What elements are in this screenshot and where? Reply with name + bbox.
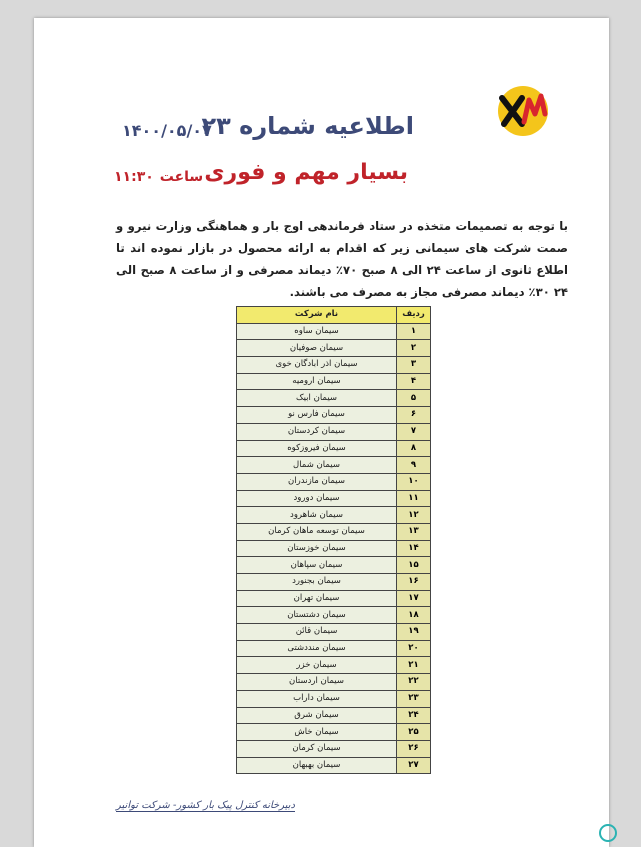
company-name-cell: سیمان کردستان bbox=[237, 423, 397, 440]
row-number-cell: ۲ bbox=[397, 340, 431, 357]
row-number-cell: ۷ bbox=[397, 423, 431, 440]
cement-companies-table bbox=[236, 306, 431, 774]
column-header-row-number: ردیف bbox=[397, 307, 431, 324]
row-number-cell: ۵ bbox=[397, 390, 431, 407]
company-name-cell: سیمان خوزستان bbox=[237, 540, 397, 557]
column-header-company-name: نام شرکت bbox=[237, 307, 397, 324]
row-number-cell: ۲۲ bbox=[397, 674, 431, 691]
row-number-cell: ۲۴ bbox=[397, 707, 431, 724]
company-name-cell: سیمان دورود bbox=[237, 490, 397, 507]
table-row bbox=[237, 490, 431, 507]
row-number-cell: ۲۳ bbox=[397, 690, 431, 707]
row-number-cell: ۱۰ bbox=[397, 473, 431, 490]
row-number-cell: ۱۹ bbox=[397, 624, 431, 641]
row-number-cell: ۶ bbox=[397, 407, 431, 424]
company-name-cell: سیمان قائن bbox=[237, 624, 397, 641]
company-name-cell: سیمان داراب bbox=[237, 690, 397, 707]
table-header-row bbox=[237, 307, 431, 324]
company-name-cell: سیمان شرق bbox=[237, 707, 397, 724]
table-row bbox=[237, 574, 431, 591]
table-row bbox=[237, 357, 431, 374]
row-number-cell: ۳ bbox=[397, 357, 431, 374]
table-row bbox=[237, 624, 431, 641]
table-row bbox=[237, 590, 431, 607]
company-name-cell: سیمان فیروزکوه bbox=[237, 440, 397, 457]
notice-time bbox=[114, 169, 203, 185]
company-name-cell: سیمان منددشتی bbox=[237, 640, 397, 657]
row-number-cell: ۹ bbox=[397, 457, 431, 474]
company-name-cell: سیمان خزر bbox=[237, 657, 397, 674]
company-name-cell: سیمان سپاهان bbox=[237, 557, 397, 574]
company-name-cell: سیمان ابیک bbox=[237, 390, 397, 407]
row-number-cell: ۲۶ bbox=[397, 740, 431, 757]
company-name-cell: سیمان تهران bbox=[237, 590, 397, 607]
notice-title: اطلاعیه شماره ۲۳ bbox=[201, 112, 414, 140]
table-row bbox=[237, 540, 431, 557]
company-name-cell: سیمان ساوه bbox=[237, 323, 397, 340]
table-body bbox=[237, 323, 431, 774]
table-row bbox=[237, 440, 431, 457]
table-row bbox=[237, 557, 431, 574]
table-row bbox=[237, 690, 431, 707]
company-name-cell: سیمان بهبهان bbox=[237, 757, 397, 774]
notice-date: ۱۴۰۰/۰۵/۰۷ bbox=[122, 121, 212, 140]
company-name-cell: سیمان توسعه ماهان کرمان bbox=[237, 523, 397, 540]
time-label: ساعت bbox=[159, 169, 204, 185]
row-number-cell: ۲۱ bbox=[397, 657, 431, 674]
notice-body: با توجه به تصمیمات متخذه در ستاد فرماندهی اوج بار و هماهنگی وزارت نیرو و صمت شرکت های سیمانی زیر که اقدام به ارائه محصول در بازار نموده اند تا اطلاع ثانوی از ساعت ۲۴ الی ۸ صبح ۷۰٪ دیماند مصرفی و از ساعت ۸ صبح الی ۲۴ ۳۰٪ دیماند مصرفی مجاز به مصرف می باشند. bbox=[116, 219, 568, 299]
company-name-cell: سیمان مازندران bbox=[237, 473, 397, 490]
table-row bbox=[237, 707, 431, 724]
company-name-cell: سیمان کرمان bbox=[237, 740, 397, 757]
table-row bbox=[237, 423, 431, 440]
table-row bbox=[237, 657, 431, 674]
time-value: ۱۱:۳۰ bbox=[114, 169, 154, 185]
company-name-cell: سیمان صوفیان bbox=[237, 340, 397, 357]
row-number-cell: ۱۱ bbox=[397, 490, 431, 507]
row-number-cell: ۸ bbox=[397, 440, 431, 457]
row-number-cell: ۱۲ bbox=[397, 507, 431, 524]
company-name-cell: سیمان خاش bbox=[237, 724, 397, 741]
table-row bbox=[237, 640, 431, 657]
company-name-cell: سیمان ارومیه bbox=[237, 373, 397, 390]
document-page bbox=[34, 18, 609, 847]
table-row bbox=[237, 724, 431, 741]
row-number-cell: ۱ bbox=[397, 323, 431, 340]
company-name-cell: سیمان اذر ابادگان خوی bbox=[237, 357, 397, 374]
company-name-cell: سیمان بجنورد bbox=[237, 574, 397, 591]
row-number-cell: ۱۶ bbox=[397, 574, 431, 591]
table-row bbox=[237, 407, 431, 424]
row-number-cell: ۱۸ bbox=[397, 607, 431, 624]
company-name-cell: سیمان دشتستان bbox=[237, 607, 397, 624]
table-row bbox=[237, 757, 431, 774]
table-row bbox=[237, 457, 431, 474]
table-row bbox=[237, 740, 431, 757]
row-number-cell: ۴ bbox=[397, 373, 431, 390]
row-number-cell: ۱۷ bbox=[397, 590, 431, 607]
row-number-cell: ۱۴ bbox=[397, 540, 431, 557]
table-row bbox=[237, 607, 431, 624]
company-name-cell: سیمان شاهرود bbox=[237, 507, 397, 524]
table-row bbox=[237, 523, 431, 540]
company-name-cell: سیمان شمال bbox=[237, 457, 397, 474]
urgent-label: بسیار مهم و فوری bbox=[204, 160, 408, 185]
tavanir-logo-icon bbox=[492, 84, 554, 138]
table-row bbox=[237, 340, 431, 357]
row-number-cell: ۲۷ bbox=[397, 757, 431, 774]
company-name-cell: سیمان اردستان bbox=[237, 674, 397, 691]
table-row bbox=[237, 373, 431, 390]
table-row bbox=[237, 674, 431, 691]
company-name-cell: سیمان فارس نو bbox=[237, 407, 397, 424]
table-row bbox=[237, 473, 431, 490]
row-number-cell: ۲۵ bbox=[397, 724, 431, 741]
table-row bbox=[237, 323, 431, 340]
table-row bbox=[237, 390, 431, 407]
corner-watermark-icon bbox=[599, 824, 617, 842]
row-number-cell: ۲۰ bbox=[397, 640, 431, 657]
row-number-cell: ۱۳ bbox=[397, 523, 431, 540]
footer-signature: دبیرخانه کنترل پیک بار کشور- شرکت توانیر bbox=[116, 800, 296, 811]
row-number-cell: ۱۵ bbox=[397, 557, 431, 574]
table-row bbox=[237, 507, 431, 524]
